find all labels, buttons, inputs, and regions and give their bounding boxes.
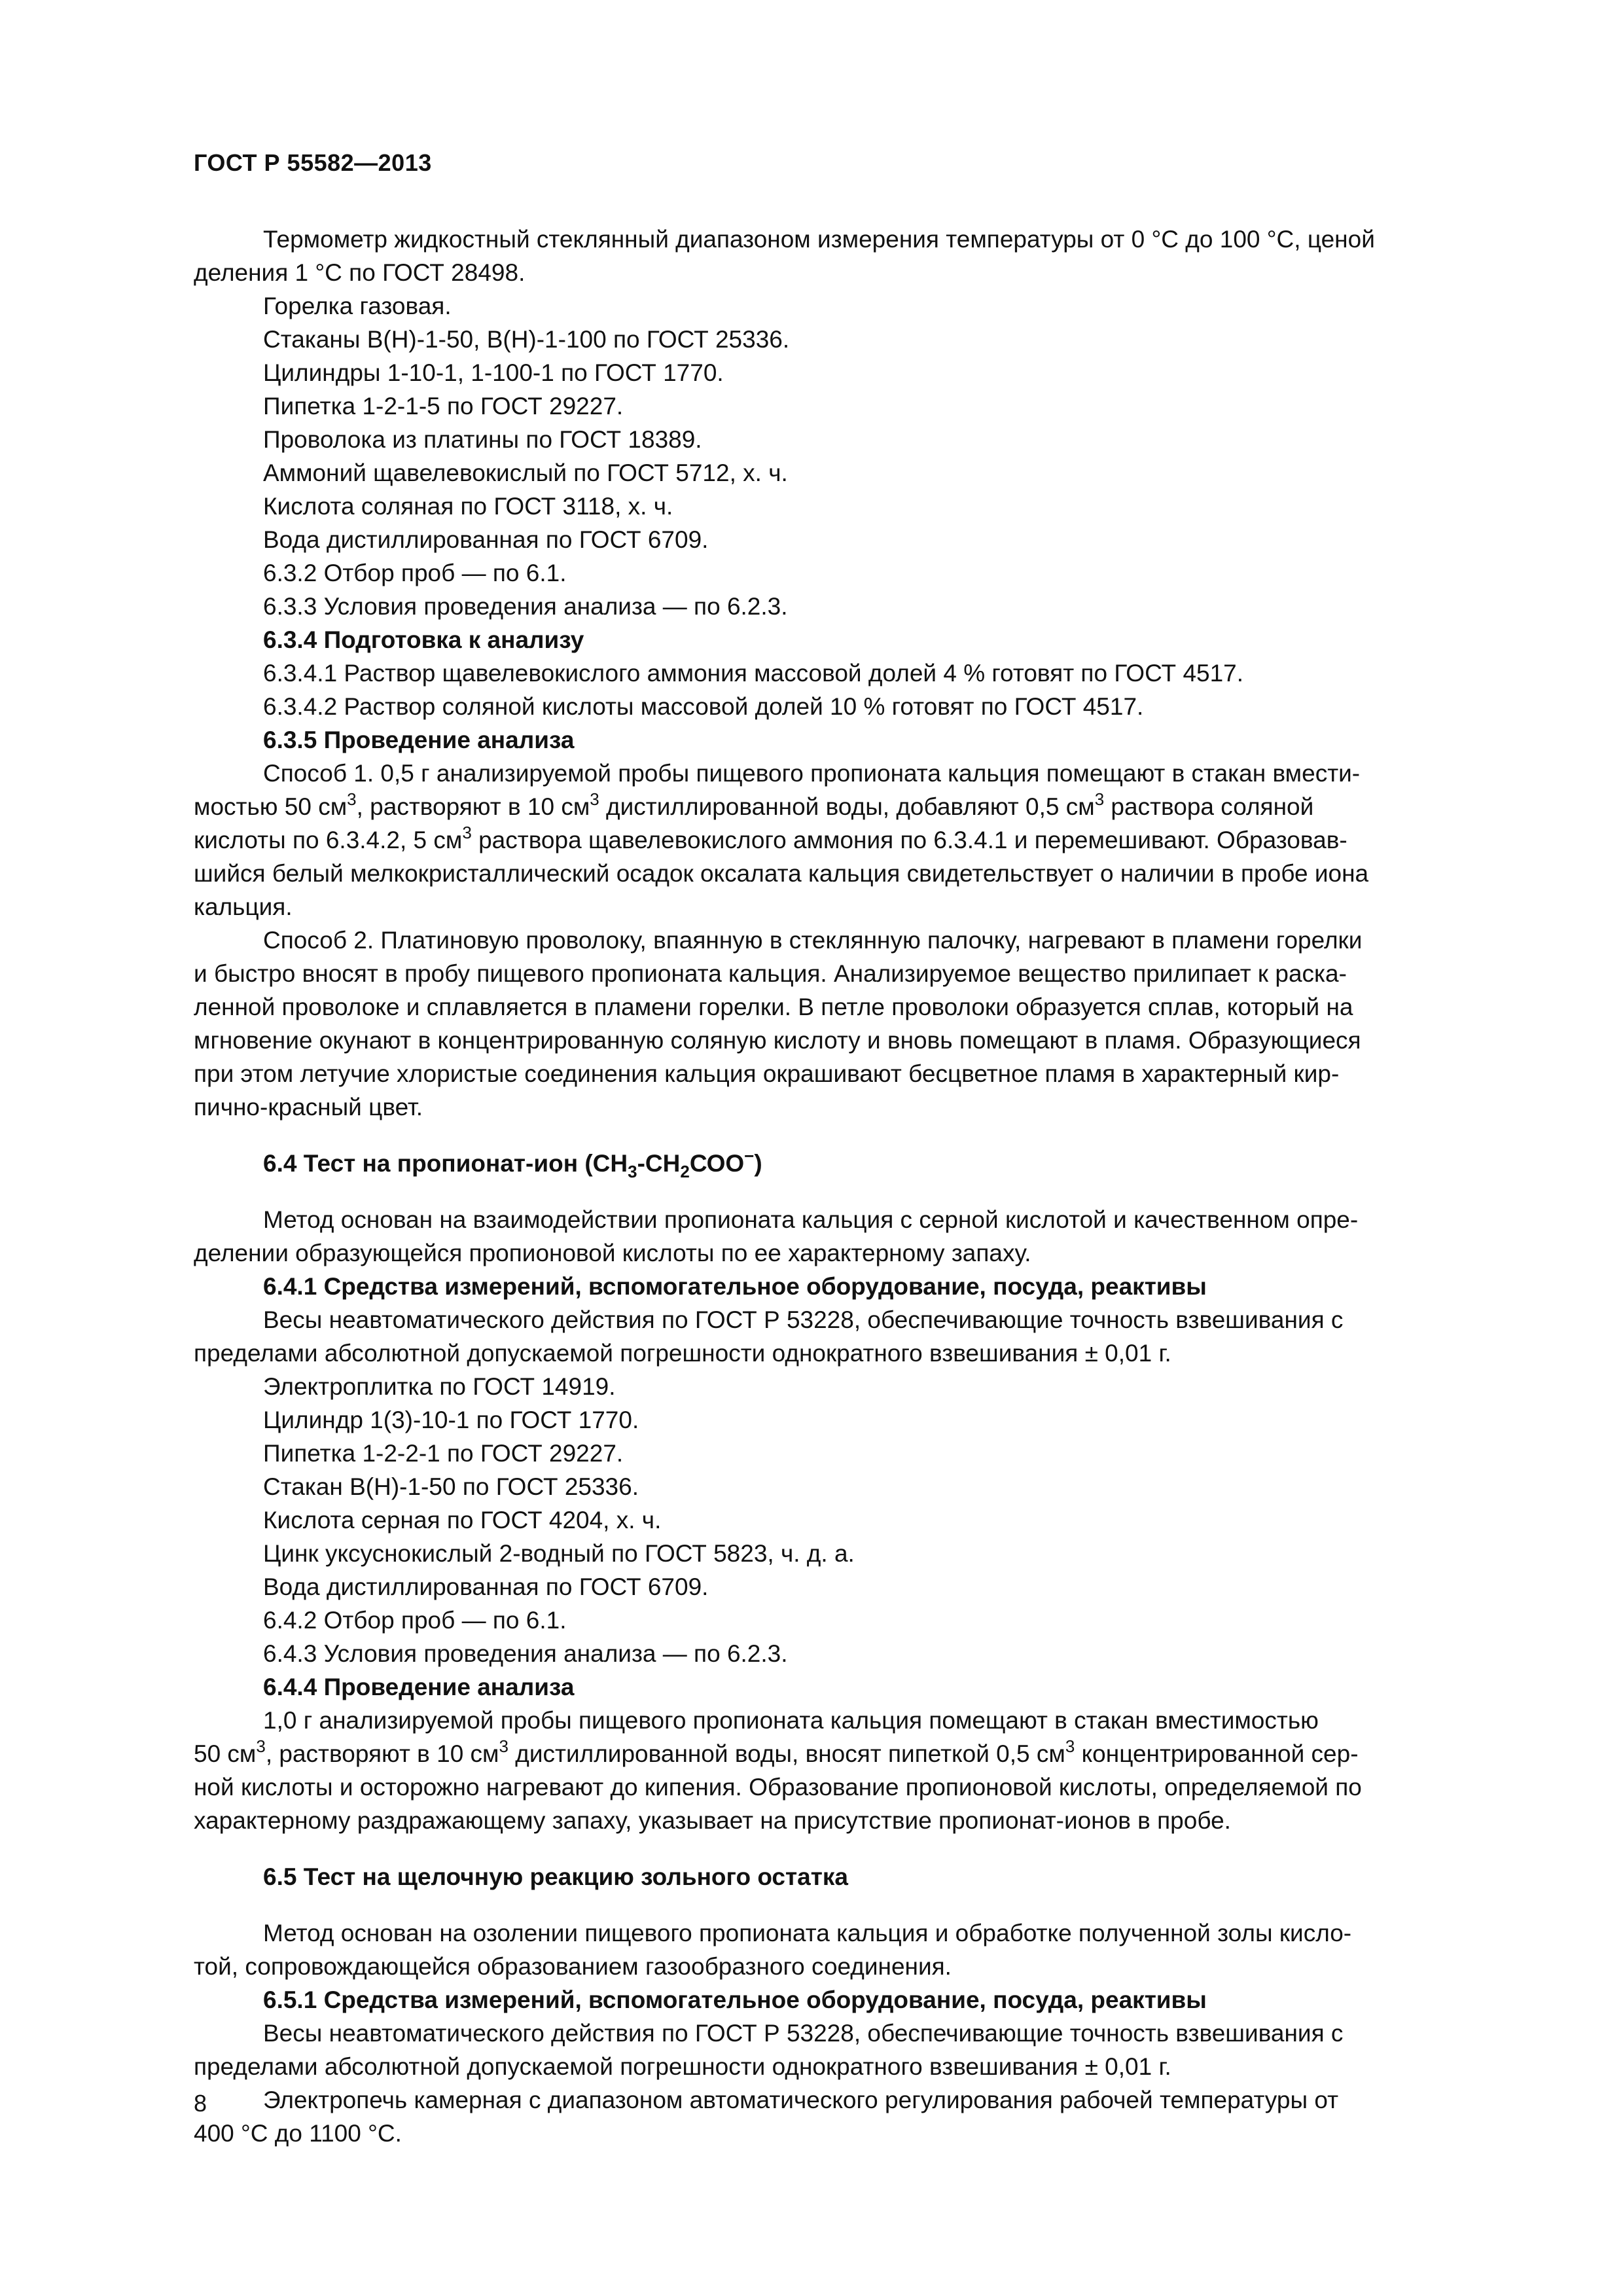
subsection-heading-6-3-5: 6.3.5 Проведение анализа [263, 726, 575, 753]
subsection-heading-6-3-4: 6.3.4 Подготовка к анализу [263, 626, 584, 653]
superscript: 3 [499, 1736, 508, 1756]
text-run: дистиллированной воды, вносят пипеткой 0,5 см [508, 1740, 1065, 1767]
paragraph-6-3-4-2: 6.3.4.2 Раствор соляной кислоты массовой долей 10 % готовят по ГОСТ 4517. [263, 693, 1144, 720]
text-run: мостью 50 см [194, 793, 348, 820]
scales-line: Весы неавтоматического действия по ГОСТ Р 53228, обеспечивающие точность взвешивания с [263, 1306, 1344, 1333]
subscript: 2 [680, 1162, 690, 1181]
text-run: 6.4 Тест на пропионат-ион (СН [263, 1150, 628, 1177]
list-item: 6.4.2 Отбор проб — по 6.1. [263, 1607, 567, 1634]
furnace-line: 400 °С до 1100 °С. [194, 2120, 402, 2147]
list-item: 6.4.3 Условия проведения анализа — по 6.2.3. [263, 1640, 788, 1667]
method-1-line [194, 790, 1503, 823]
superscript: − [744, 1146, 755, 1166]
section-heading-6-4 [194, 1147, 1503, 1180]
intro-line: Метод основан на озолении пищевого пропионата кальция и обработке полученной золы кисло- [263, 1920, 1352, 1946]
list-item: 6.3.2 Отбор проб — по 6.1. [263, 560, 567, 586]
superscript: 3 [462, 823, 472, 842]
subscript: 3 [628, 1162, 637, 1181]
text-run: кислоты по 6.3.4.2, 5 см [194, 827, 463, 853]
thermometer-line-1: Термометр жидкостный стеклянный диапазоном измерения температуры от 0 °С до 100 °С, ценой [263, 226, 1375, 253]
subsection-heading-6-4-4: 6.4.4 Проведение анализа [263, 1674, 575, 1700]
procedure-line: ной кислоты и осторожно нагревают до кипения. Образование пропионовой кислоты, определяемой по [194, 1774, 1362, 1801]
text-run: , растворяют в 10 см [265, 1740, 499, 1767]
procedure-line [194, 1737, 1503, 1770]
paragraph-6-3-4-1: 6.3.4.1 Раствор щавелевокислого аммония массовой долей 4 % готовят по ГОСТ 4517. [263, 660, 1244, 687]
text-run: -СН [637, 1150, 681, 1177]
intro-line: Метод основан на взаимодействии пропионата кальция с серной кислотой и качественном опре- [263, 1206, 1359, 1233]
list-item: 6.3.3 Условия проведения анализа — по 6.2.3. [263, 593, 788, 620]
superscript: 3 [1094, 789, 1105, 809]
subsection-heading-6-4-1: 6.4.1 Средства измерений, вспомогательное оборудование, посуда, реактивы [263, 1273, 1207, 1300]
list-item: Цилиндр 1(3)-10-1 по ГОСТ 1770. [263, 1407, 639, 1433]
list-item: Кислота соляная по ГОСТ 3118, х. ч. [263, 493, 673, 520]
superscript: 3 [256, 1736, 266, 1756]
superscript: 3 [347, 789, 357, 809]
list-item: Горелка газовая. [263, 293, 452, 319]
method-1-line: кальция. [194, 893, 293, 920]
furnace-line: Электропечь камерная с диапазоном автоматического регулирования рабочей температуры от [263, 2087, 1339, 2113]
page-body [194, 223, 1503, 2150]
intro-line: делении образующейся пропионовой кислоты по ее характерному запаху. [194, 1240, 1031, 1266]
procedure-line: характерному раздражающему запаху, указывает на присутствие пропионат-ионов в пробе. [194, 1807, 1231, 1834]
text-run: 50 см [194, 1740, 257, 1767]
superscript: 3 [590, 789, 599, 809]
list-item: Проволока из платины по ГОСТ 18389. [263, 426, 702, 453]
method-2-line: Способ 2. Платиновую проволоку, впаянную в стеклянную палочку, нагревают в пламени горелки [263, 927, 1363, 954]
list-item: Вода дистиллированная по ГОСТ 6709. [263, 526, 709, 553]
text-run: концентрированной сер- [1075, 1740, 1359, 1767]
section-heading-6-5: 6.5 Тест на щелочную реакцию зольного остатка [263, 1863, 848, 1890]
procedure-line: 1,0 г анализируемой пробы пищевого пропионата кальция помещают в стакан вместимостью [263, 1707, 1319, 1734]
list-item: Аммоний щавелевокислый по ГОСТ 5712, х. ч. [263, 459, 788, 486]
text-run: СОО [689, 1150, 745, 1177]
scales-line: пределами абсолютной допускаемой погрешности однократного взвешивания ± 0,01 г. [194, 1340, 1171, 1367]
page-number: 8 [194, 2090, 207, 2117]
method-2-line: пично-красный цвет. [194, 1094, 423, 1121]
method-2-line: при этом летучие хлористые соединения кальция окрашивают бесцветное пламя в характерный кир- [194, 1060, 1340, 1087]
text-run: , растворяют в 10 см [356, 793, 590, 820]
method-1-line: шийся белый мелкокристаллический осадок оксалата кальция свидетельствует о наличии в пробе иона [194, 860, 1369, 887]
thermometer-line-2: деления 1 °С по ГОСТ 28498. [194, 259, 526, 286]
list-item: Кислота серная по ГОСТ 4204, х. ч. [263, 1507, 662, 1534]
list-item: Стаканы В(Н)-1-50, В(Н)-1-100 по ГОСТ 25336. [263, 326, 790, 353]
list-item: Цинк уксуснокислый 2-водный по ГОСТ 5823, ч. д. а. [263, 1540, 855, 1567]
scales-line: Весы неавтоматического действия по ГОСТ Р 53228, обеспечивающие точность взвешивания с [263, 2020, 1344, 2047]
scales-line: пределами абсолютной допускаемой погрешности однократного взвешивания ± 0,01 г. [194, 2053, 1171, 2080]
method-2-line: ленной проволоке и сплавляется в пламени горелки. В петле проволоки образуется сплав, который на [194, 994, 1353, 1020]
text-run: дистиллированной воды, добавляют 0,5 см [599, 793, 1095, 820]
intro-line: той, сопровождающейся образованием газообразного соединения. [194, 1953, 952, 1980]
method-2-line: и быстро вносят в пробу пищевого пропионата кальция. Анализируемое вещество прилипает к раска- [194, 960, 1347, 987]
method-1-line: Способ 1. 0,5 г анализируемой пробы пищевого пропионата кальция помещают в стакан вмести- [263, 760, 1361, 787]
text-run: раствора щавелевокислого аммония по 6.3.4.1 и перемешивают. Образовав- [471, 827, 1347, 853]
superscript: 3 [1065, 1736, 1075, 1756]
list-item: Цилиндры 1-10-1, 1-100-1 по ГОСТ 1770. [263, 359, 724, 386]
text-run: раствора соляной [1104, 793, 1314, 820]
method-2-line: мгновение окунают в концентрированную соляную кислоту и вновь помещают в пламя. Образующиеся [194, 1027, 1361, 1054]
list-item: Вода дистиллированная по ГОСТ 6709. [263, 1573, 709, 1600]
document-code-header: ГОСТ Р 55582—2013 [194, 149, 432, 176]
list-item: Пипетка 1-2-2-1 по ГОСТ 29227. [263, 1440, 624, 1467]
method-1-line [194, 823, 1503, 857]
list-item: Электроплитка по ГОСТ 14919. [263, 1373, 616, 1400]
list-item: Стакан В(Н)-1-50 по ГОСТ 25336. [263, 1473, 639, 1500]
text-run: ) [754, 1150, 762, 1177]
subsection-heading-6-5-1: 6.5.1 Средства измерений, вспомогательное оборудование, посуда, реактивы [263, 1986, 1207, 2013]
list-item: Пипетка 1-2-1-5 по ГОСТ 29227. [263, 393, 624, 420]
